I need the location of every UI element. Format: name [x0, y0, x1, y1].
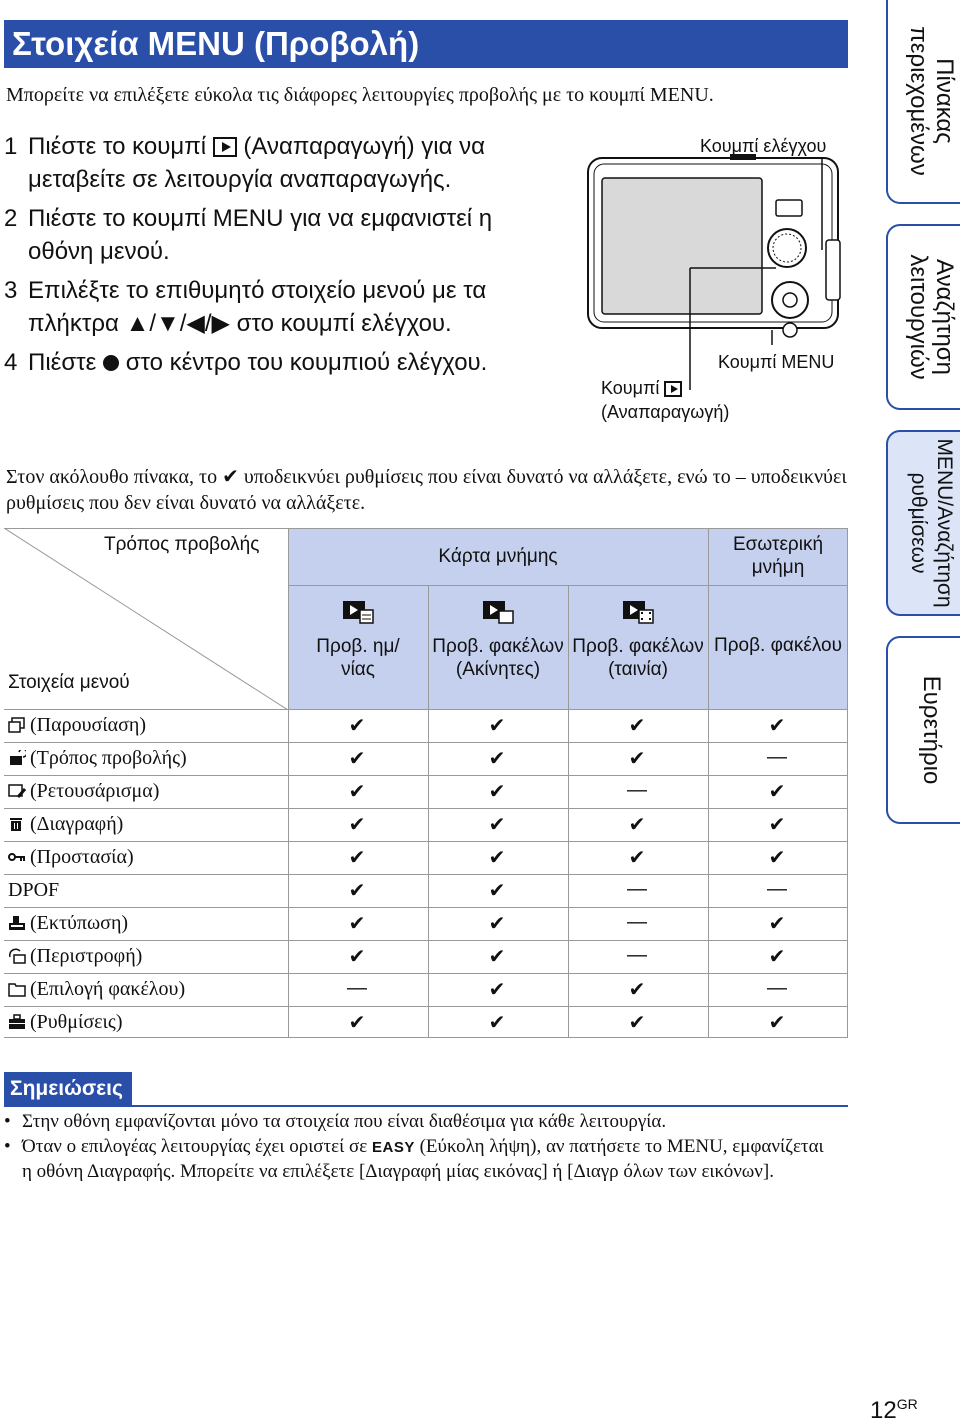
- corner-bottom-label: Στοιχεία μενού: [8, 672, 130, 693]
- tab-label: Αναζήτηση λειτουργιών: [905, 254, 958, 380]
- column-label: Προβ. φακέλων (ταινία): [572, 636, 704, 680]
- steps-list: [4, 130, 564, 385]
- row-value: ✔: [348, 880, 366, 902]
- row-value: ✔: [628, 979, 646, 1001]
- table-row: [4, 809, 848, 842]
- step-number: 2: [4, 205, 18, 232]
- row-label-text: (Παρουσίαση): [30, 714, 147, 736]
- column-header-folder-still: [428, 586, 568, 710]
- step-text: (Αναπαραγωγή) για να μεταβείτε σε λειτουργία αναπαραγωγής.: [28, 133, 485, 193]
- group-internal-header: [708, 528, 848, 586]
- row-value: ✔: [768, 847, 786, 869]
- row-value: ✔: [488, 880, 506, 902]
- group-card-header: [288, 528, 708, 586]
- page-suffix: GR: [896, 1396, 918, 1412]
- group-internal-label: Εσωτερική μνήμη: [732, 534, 824, 578]
- row-value: ✔: [628, 1012, 646, 1034]
- corner-cell: [4, 528, 288, 710]
- column-header-date: [288, 586, 428, 710]
- row-label-text: (Προστασία): [30, 846, 134, 868]
- row-value: —: [627, 878, 647, 900]
- divider: [288, 585, 848, 586]
- row-value: ✔: [488, 781, 506, 803]
- row-label-text: DPOF: [8, 879, 60, 901]
- playback-icon: [213, 137, 237, 157]
- step-text: στο κέντρο του κουμπιού ελέγχου.: [125, 349, 488, 376]
- row-value: —: [627, 911, 647, 933]
- note-item: [4, 1110, 834, 1134]
- row-value: —: [767, 746, 787, 768]
- key-icon: [8, 849, 26, 865]
- tab-table-of-contents[interactable]: [886, 0, 960, 204]
- row-value: ✔: [348, 913, 366, 935]
- row-label: [8, 813, 123, 836]
- row-value: —: [627, 779, 647, 801]
- step-number: 1: [4, 133, 18, 160]
- folder-still-view-icon: [428, 598, 568, 631]
- row-label-text: (Ρυθμίσεις): [30, 1011, 123, 1033]
- table-note: Στον ακόλουθο πίνακα, το ✔ υποδεικνύει ρυθμίσεις που είναι δυνατό να αλλάξετε, ενώ το – υποδεικνύει ρυθμίσεις που δεν είναι δυνατό να αλλάξετε.: [6, 466, 847, 514]
- table-row: [4, 908, 848, 941]
- row-value: ✔: [348, 814, 366, 836]
- page-number: [870, 1396, 918, 1425]
- folder-icon: [8, 981, 26, 997]
- row-label: [8, 1011, 123, 1034]
- column-header-folder-movie: [568, 586, 708, 710]
- row-value: ✔: [768, 715, 786, 737]
- row-value: ✔: [488, 913, 506, 935]
- row-label: [8, 945, 142, 968]
- notes-rule: [4, 1105, 848, 1107]
- retouch-icon: [8, 783, 26, 799]
- step-text: Πιέστε το κουμπί: [28, 133, 207, 160]
- note-text: Όταν ο επιλογέας λειτουργίας έχει οριστεί σε: [22, 1136, 368, 1157]
- playback-button-sublabel: (Αναπαραγωγή): [601, 402, 730, 422]
- table-row: [4, 941, 848, 974]
- rotate-icon: [8, 948, 26, 964]
- easy-mode-label: EASY: [372, 1139, 415, 1156]
- playback-icon: [664, 381, 682, 397]
- table-row: [4, 875, 848, 908]
- step-text: Επιλέξτε το επιθυμητό στοιχείο μενού με τα πλήκτρα ▲/▼/◀/▶ στο κουμπί ελέγχου.: [28, 277, 487, 337]
- row-label: [8, 978, 185, 1001]
- playback-button-text: Κουμπί: [601, 378, 660, 398]
- tab-index[interactable]: [886, 636, 960, 824]
- menu-button-label: Κουμπί MENU: [718, 352, 835, 372]
- column-label: Προβ. φακέλου: [713, 635, 843, 656]
- row-value: ✔: [488, 847, 506, 869]
- print-icon: [8, 915, 26, 931]
- step-text: Πιέστε: [28, 349, 97, 376]
- row-value: ✔: [488, 1012, 506, 1034]
- control-button-label: Κουμπί ελέγχου: [700, 136, 827, 156]
- step-text: Πιέστε το κουμπί MENU για να εμφανιστεί η οθόνη μενού.: [28, 205, 493, 265]
- row-label-text: (Εκτύπωση): [30, 912, 129, 934]
- row-label: [8, 879, 59, 902]
- corner-top-label: Τρόπος προβολής: [104, 534, 260, 555]
- tab-label: Πίνακας περιεχομένων: [905, 26, 958, 176]
- row-value: ✔: [348, 715, 366, 737]
- note-text: (Εύκολη λήψη), αν πατήσετε το MENU, εμφανίζεται η οθόνη Διαγραφής. Μπορείτε να επιλέξετε [Διαγραφή μίας εικόνας] ή [Διαγρ όλων των εικόνων].: [22, 1136, 824, 1182]
- column-label: Προβ. φακέλων (Ακίνητες): [432, 636, 564, 680]
- notes-heading: Σημειώσεις: [4, 1072, 132, 1106]
- view-mode-icon: [8, 750, 26, 766]
- row-label: [8, 714, 146, 737]
- row-value: ✔: [488, 748, 506, 770]
- row-value: ✔: [348, 946, 366, 968]
- step-3: [4, 274, 564, 340]
- row-value: ✔: [348, 847, 366, 869]
- folder-movie-view-icon: [568, 598, 708, 631]
- row-value: ✔: [768, 781, 786, 803]
- row-value: ✔: [348, 748, 366, 770]
- row-label-text: (Τρόπος προβολής): [30, 747, 187, 769]
- step-number: 4: [4, 349, 18, 376]
- center-button-icon: [103, 355, 119, 371]
- column-header-internal-folder: [708, 586, 848, 710]
- camera-illustration: [580, 130, 850, 430]
- row-value: ✔: [768, 814, 786, 836]
- playback-button-label: [601, 378, 682, 399]
- table-row: [4, 1007, 848, 1038]
- tab-menu-settings-search[interactable]: [886, 430, 960, 616]
- row-value: ✔: [628, 847, 646, 869]
- table-row: [4, 743, 848, 776]
- row-value: ✔: [768, 946, 786, 968]
- row-value: ✔: [628, 715, 646, 737]
- date-view-icon: [288, 598, 428, 631]
- divider: [4, 528, 848, 529]
- row-label: [8, 747, 187, 770]
- row-value: ✔: [768, 1012, 786, 1034]
- table-row: [4, 776, 848, 809]
- row-value: ✔: [488, 979, 506, 1001]
- step-4: [4, 346, 564, 379]
- tab-operation-search[interactable]: [886, 224, 960, 410]
- slideshow-icon: [8, 717, 26, 733]
- row-value: —: [347, 977, 367, 999]
- step-2: [4, 202, 564, 268]
- group-card-label: Κάρτα μνήμης: [438, 546, 558, 567]
- row-value: ✔: [488, 715, 506, 737]
- row-label: [8, 912, 128, 935]
- tab-label: Ευρετήριο: [918, 675, 945, 785]
- row-value: ✔: [488, 946, 506, 968]
- row-label-text: (Ρετουσάρισμα): [30, 780, 160, 802]
- row-label-text: (Επιλογή φακέλου): [30, 978, 186, 1000]
- row-value: ✔: [768, 913, 786, 935]
- row-value: ✔: [488, 814, 506, 836]
- row-label: [8, 780, 159, 803]
- toolbox-icon: [8, 1014, 26, 1030]
- table-row: [4, 710, 848, 743]
- table-row: [4, 974, 848, 1007]
- table-row: [4, 842, 848, 875]
- row-value: —: [767, 977, 787, 999]
- page-number-value: 12: [870, 1397, 897, 1424]
- row-value: ✔: [628, 748, 646, 770]
- note-text: Στην οθόνη εμφανίζονται μόνο τα στοιχεία που είναι διαθέσιμα για κάθε λειτουργία.: [22, 1111, 667, 1132]
- step-1: [4, 130, 564, 196]
- tab-label: MENU/Αναζήτηση ρυθμίσεων: [907, 438, 956, 608]
- page-title: Στοιχεία MENU (Προβολή): [4, 20, 848, 68]
- note-item: [4, 1135, 834, 1184]
- row-label-text: (Περιστροφή): [30, 945, 143, 967]
- row-value: —: [627, 944, 647, 966]
- step-number: 3: [4, 277, 18, 304]
- intro-text: Μπορείτε να επιλέξετε εύκολα τις διάφορες λειτουργίες προβολής με το κουμπί MENU.: [6, 84, 714, 106]
- row-value: ✔: [628, 814, 646, 836]
- row-label-text: (Διαγραφή): [30, 813, 124, 835]
- row-value: ✔: [348, 1012, 366, 1034]
- row-value: ✔: [348, 781, 366, 803]
- trash-icon: [8, 816, 26, 832]
- notes-list: [4, 1110, 834, 1185]
- row-value: —: [767, 878, 787, 900]
- row-label: [8, 846, 134, 869]
- column-label: Προβ. ημ/ νίας: [316, 636, 400, 680]
